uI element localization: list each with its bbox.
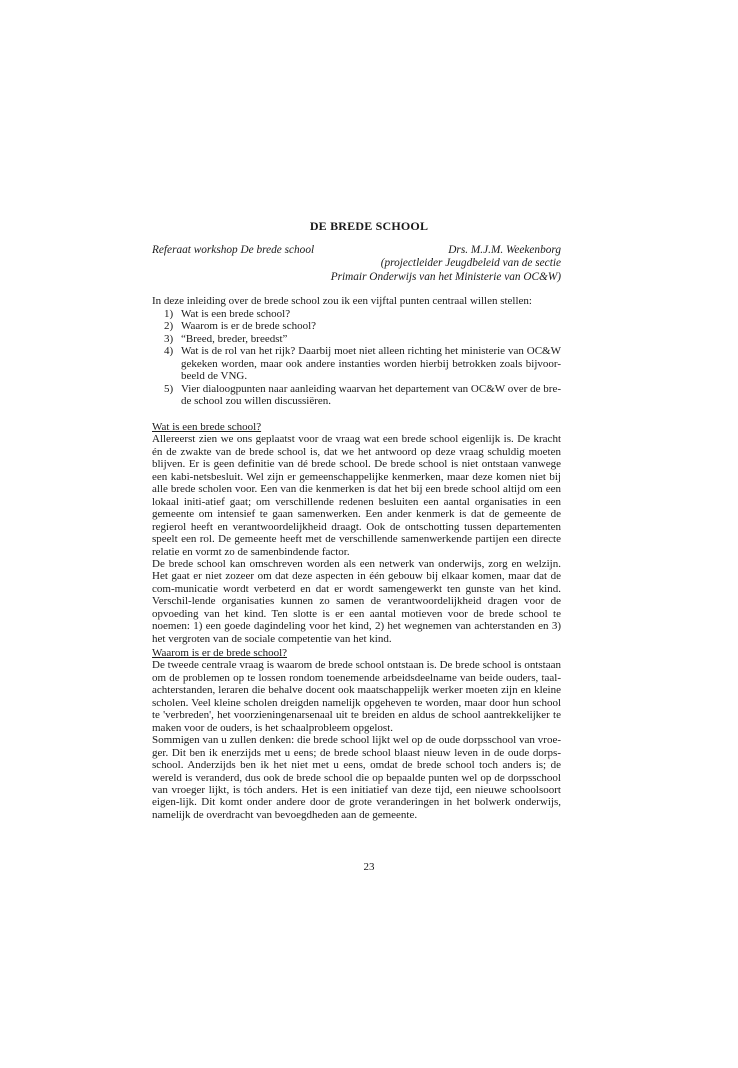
list-text: Waarom is er de brede school? [181, 320, 317, 333]
list-number: 2) [164, 320, 174, 333]
section-heading: Waarom is er de brede school? [152, 647, 288, 659]
author-role-line1: (projectleider Jeugdbeleid van de sectie [380, 257, 561, 270]
list-text: “Breed, breder, breedst” [181, 332, 288, 345]
list-item [152, 308, 561, 320]
list-number: 5) [164, 382, 174, 395]
page-number: 23 [363, 861, 375, 873]
list-item [152, 345, 561, 382]
author-block [331, 244, 561, 284]
list-number: 4) [164, 345, 174, 358]
list-item [152, 320, 561, 332]
section-paragraph: De tweede centrale vraag is waarom de brede school ontstaan is. De brede school is ontstaan om de problemen op te lossen rondom toenemende arbeidsdeelname van beide ouders, taal-achterstanden, leraren die behalve docent ook maatschappelijk werker moeten zijn en kleine scholen. Veel kleine scholen dreigden namelijk opgeheven te worden, maar door hun school te 'verbreden', het voorzieningenarsenaal uit te breiden en aldus de school aantrekkelijker te maken voor de ouders, is het schaalprobleem opgelost. [152, 659, 561, 734]
section-paragraph: De brede school kan omschreven worden als een netwerk van onderwijs, zorg en welzijn. Het gaat er niet zozeer om dat deze aspecten in één gebouw bij elkaar komen, maar dat de com-municatie wordt verbeterd en dat er wordt samengewerkt ten gunste van het kind. Verschil-lende organisaties kunnen zo samen de verantwoordelijkheid dragen voor de opvoeding van het kind. Ten slotte is er een aantal motieven voor de brede school te noemen: 1) een goede dagindeling voor het kind, 2) het wegnemen van achterstanden en 3) het vergroten van de sociale competentie van het kind. [152, 557, 561, 645]
list-number: 1) [164, 308, 174, 320]
list-text: Wat is een brede school? [181, 308, 291, 320]
section-paragraph: Allereerst zien we ons geplaatst voor de vraag wat een brede school eigenlijk is. De kracht én de zwakte van de brede school is, dat we het antwoord op deze vraag schuldig moeten blijven. Er is geen definitie van dé brede school. De brede school is niet ontstaan vanwege een kabi-netsbesluit. Wel zijn er gemeenschappelijke kenmerken, maar deze komen niet bij alle brede scholen voor. Een van die kenmerken is dat het bij een brede school altijd om een lokaal initi-atief gaat; om verschillende redenen besluiten een aantal organisaties in een gemeente om intensief te gaan samenwerken. Een ander kenmerk is dat de gemeente de regierol heeft en verantwoordelijkheid draagt. Ook de ontschotting tussen departementen speelt een rol. De gemeente heeft met de verschillende samenwerkende partijen een directe relatie en vormt zo de samenbindende factor. [152, 433, 561, 558]
intro-paragraph: In deze inleiding over de brede school zou ik een vijftal punten centraal willen stellen: [152, 295, 532, 307]
page-title: DE BREDE SCHOOL [309, 219, 429, 233]
section-why [152, 647, 561, 821]
list-item [152, 333, 561, 345]
author-role-line2: Primair Onderwijs van het Ministerie van OC&W) [330, 270, 561, 283]
referaat-label: Referaat workshop De brede school [152, 244, 315, 256]
list-number: 3) [164, 332, 174, 345]
list-text: Wat is de rol van het rijk? Daarbij moet niet alleen richting het ministerie van OC&W gekeken worden, maar ook andere instanties worden hierbij betrokken zoals bijvoor-beeld de VNG. [181, 345, 561, 383]
points-list [152, 308, 561, 408]
list-text: Vier dialoogpunten naar aanleiding waarvan het departement van OC&W over de bre-de school zou willen discussiëren. [181, 382, 561, 408]
author-name: Drs. M.J.M. Weekenborg [448, 244, 561, 256]
section-paragraph: Sommigen van u zullen denken: die brede school lijkt wel op de oude dorpsschool van vroe-ger. Dit ben ik enerzijds met u eens; de brede school blaast nieuw leven in de oude dorps-school. Anderzijds ben ik het niet met u eens, omdat de brede school toch anders is; de wereld is veranderd, dus ook de brede school die op bepaalde punten wel op de dorpsschool van vroeger lijkt, is tóch anders. Het is een initiatief van deze tijd, een nieuwe schoolsoort eigen-lijk. Dit komt onder andere door de grote veranderingen in het bolwerk onderwijs, namelijk de overdracht van bevoegdheden aan de gemeente. [152, 734, 561, 821]
list-item [152, 383, 561, 408]
section-what-is [152, 421, 561, 645]
section-heading: Wat is een brede school? [152, 421, 262, 433]
